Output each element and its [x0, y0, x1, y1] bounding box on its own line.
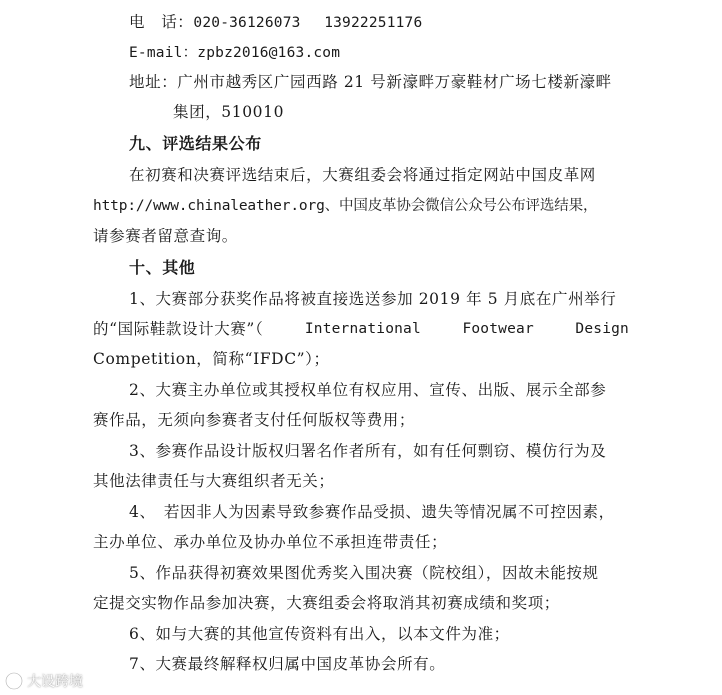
email-value: zpbz2016@163.com — [197, 45, 341, 61]
item-2-line-1: 2、大赛主办单位或其授权单位有权应用、宣传、出版、展示全部参 — [129, 381, 607, 399]
item-1-line-1: 1、大赛部分获奖作品将被直接选送参加 2019 年 5 月底在广州举行 — [129, 290, 617, 308]
item-1-line-2-word: Footwear — [462, 321, 534, 337]
email-label: E-mail： — [129, 45, 198, 61]
item-1-line-2-word: International — [304, 321, 421, 337]
item-1-line-2 — [93, 319, 629, 339]
item-4-line-2: 主办单位、承办单位及协办单位不承担连带责任； — [93, 533, 448, 551]
section-9-line-3: 请参赛者留意查询。 — [93, 227, 238, 245]
item-4-line-1: 4、 若因非人为因素导致参赛作品受损、遗失等情况属不可控因素， — [129, 503, 615, 521]
watermark-text: 大设跨境 — [27, 674, 83, 690]
item-1-line-3: Competition，简称“IFDC”）； — [93, 350, 330, 368]
item-5-line-2: 定提交实物作品参加决赛，大赛组委会将取消其初赛成绩和奖项； — [93, 594, 560, 612]
item-3-line-2: 其他法律责任与大赛组织者无关； — [93, 472, 335, 490]
email-line — [129, 42, 340, 63]
item-6: 6、如与大赛的其他宣传资料有出入，以本文件为准； — [129, 625, 510, 643]
watermark — [4, 670, 83, 692]
item-7: 7、大赛最终解释权归属中国皮革协会所有。 — [129, 655, 446, 673]
phone-label: 电 话： — [129, 13, 194, 31]
brand-logo-icon — [4, 671, 24, 691]
item-1-line-2-word: 的“国际鞋款设计大赛”（ — [93, 320, 264, 338]
section-9-heading: 九、评选结果公布 — [129, 134, 262, 153]
phone-line — [129, 12, 422, 33]
address-line-1: 地址：广州市越秀区广园西路 21 号新濠畔万豪鞋材广场七楼新濠畔 — [129, 73, 612, 91]
item-5-line-1: 5、作品获得初赛效果图优秀奖入围决赛（院校组），因故未能按规 — [129, 564, 599, 582]
phone-values: 020-36126073 13922251176 — [193, 15, 423, 31]
section-9-line-1: 在初赛和决赛评选结束后，大赛组委会将通过指定网站中国皮革网 — [129, 166, 596, 184]
item-3-line-1: 3、参赛作品设计版权归署名作者所有，如有任何剽窃、模仿行为及 — [129, 442, 607, 460]
item-2-line-2: 赛作品，无须向参赛者支付任何版权等费用； — [93, 411, 416, 429]
section-9-line-2: http://www.chinaleather.org、中国皮革协会微信公众号公布评选结果， — [93, 198, 598, 214]
address-line-2: 集团，510010 — [173, 103, 285, 121]
section-10-heading: 十、其他 — [129, 258, 196, 277]
item-1-line-2-word: Design — [575, 321, 629, 337]
